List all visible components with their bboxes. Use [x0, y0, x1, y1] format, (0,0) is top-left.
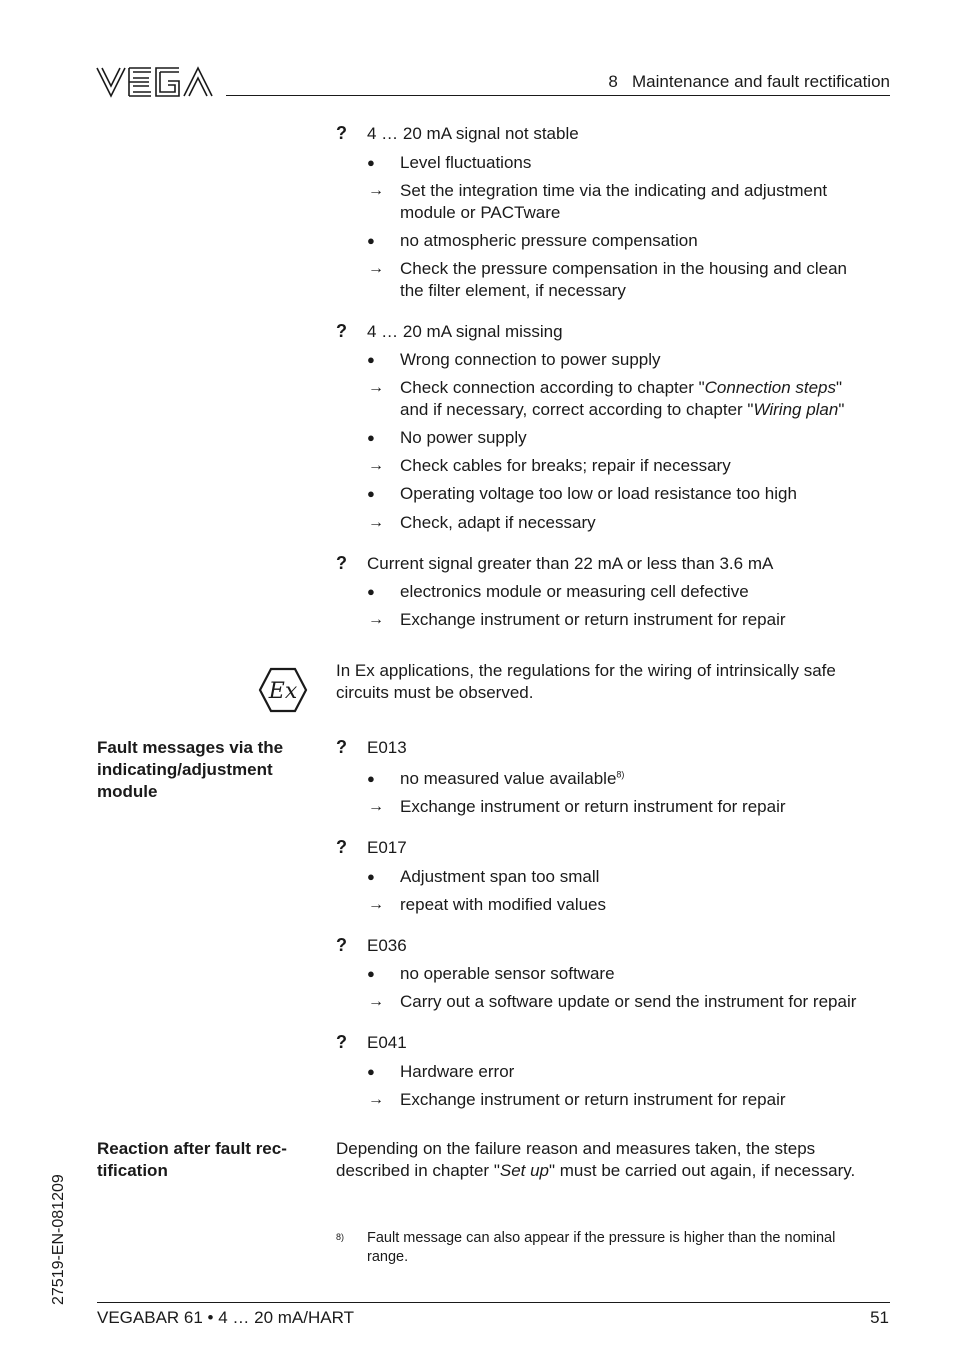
footnote-mark: 8)	[336, 1232, 345, 1242]
arrow-icon: →	[368, 182, 384, 199]
arrow-icon: →	[368, 1091, 384, 1108]
remedy-text: Set the integration time via the indicating and adjustment	[400, 181, 828, 200]
ex-note-text: In Ex applications, the regulations for the wiring of intrinsically safe	[336, 661, 836, 680]
chapter-reference: Set up	[499, 1161, 550, 1180]
cause-text: no operable sensor software	[400, 964, 615, 983]
footer-product: VEGABAR 61 • 4 … 20 mA/HART	[97, 1308, 354, 1327]
side-heading-line: Fault messages via the	[97, 738, 284, 757]
side-heading-reaction	[97, 1138, 312, 1182]
remedy-text: Check the pressure compensation in the housing and clean	[400, 259, 848, 278]
question-mark: ?	[336, 553, 347, 573]
footnote-reference: 8)	[616, 769, 625, 780]
block-title: 4 … 20 mA signal not stable	[367, 124, 579, 143]
cause-text: No power supply	[400, 428, 527, 447]
cause-text: Hardware error	[400, 1062, 515, 1081]
remedy-text: Carry out a software update or send the instrument for repair	[400, 992, 857, 1011]
question-mark: ?	[336, 123, 347, 143]
chapter-title: 8 Maintenance and fault rectification	[608, 72, 890, 91]
vega-logo	[96, 66, 214, 98]
document-id: 27519-EN-081209	[50, 1174, 67, 1305]
fault-code: E013	[367, 738, 407, 757]
remedy-text: Exchange instrument or return instrument for repair	[400, 1090, 786, 1109]
remedy-text: Check, adapt if necessary	[400, 513, 596, 532]
remedy-text: Check cables for breaks; repair if necessary	[400, 456, 731, 475]
ex-note-text: circuits must be observed.	[336, 683, 534, 702]
cause-text: Wrong connection to power supply	[400, 350, 661, 369]
bullet-icon: ●	[367, 352, 375, 367]
footnote-text: Fault message can also appear if the pressure is higher than the nominal	[367, 1230, 836, 1246]
block-title: 4 … 20 mA signal missing	[367, 322, 563, 341]
arrow-icon: →	[368, 993, 384, 1010]
bullet-icon: ●	[367, 1064, 375, 1079]
side-heading-line: Reaction after fault rec-	[97, 1139, 287, 1158]
bullet-icon: ●	[367, 584, 375, 599]
chapter-reference: Wiring plan	[753, 400, 839, 419]
ex-icon	[258, 667, 308, 713]
arrow-icon: →	[368, 514, 384, 531]
arrow-icon: →	[368, 798, 384, 815]
block-title: Current signal greater than 22 mA or less than 3.6 mA	[367, 554, 774, 573]
reaction-text: Depending on the failure reason and measures taken, the steps	[336, 1139, 816, 1158]
page-number: 51	[870, 1308, 889, 1327]
remedy-text: Exchange instrument or return instrument for repair	[400, 610, 786, 629]
arrow-icon: →	[368, 457, 384, 474]
side-heading-line: indicating/adjustment	[97, 760, 273, 779]
side-heading-line: module	[97, 782, 158, 801]
fault-code: E041	[367, 1033, 407, 1052]
arrow-icon: →	[368, 260, 384, 277]
arrow-icon: →	[368, 611, 384, 628]
bullet-icon: ●	[367, 233, 375, 248]
question-mark: ?	[336, 935, 347, 955]
chapter-reference: Connection steps	[704, 378, 837, 397]
header-rule	[226, 95, 890, 96]
reaction-text: described in chapter "Set up" must be carried out again, if necessary.	[336, 1161, 856, 1180]
bullet-icon: ●	[367, 155, 375, 170]
side-heading-line: tification	[97, 1161, 168, 1180]
bullet-icon: ●	[367, 771, 375, 786]
fault-code: E036	[367, 936, 407, 955]
remedy-text: Exchange instrument or return instrument for repair	[400, 797, 786, 816]
bullet-icon: ●	[367, 966, 375, 981]
svg-text:Ex: Ex	[268, 679, 298, 704]
arrow-icon: →	[368, 896, 384, 913]
arrow-icon: →	[368, 379, 384, 396]
footer-rule	[97, 1302, 890, 1303]
remedy-text: Check connection according to chapter "Connection steps"	[400, 378, 843, 397]
bullet-icon: ●	[367, 869, 375, 884]
cause-text: electronics module or measuring cell defective	[400, 582, 749, 601]
cause-text: no atmospheric pressure compensation	[400, 231, 698, 250]
question-mark: ?	[336, 321, 347, 341]
remedy-text: module or PACTware	[400, 203, 561, 222]
remedy-text: and if necessary, correct according to chapter "Wiring plan"	[400, 400, 845, 419]
cause-text: Operating voltage too low or load resistance too high	[400, 484, 797, 503]
cause-text: no measured value available$^{8)}$	[400, 769, 625, 788]
question-mark: ?	[336, 1032, 347, 1052]
remedy-text: repeat with modified values	[400, 895, 607, 914]
side-heading-fault-messages	[97, 737, 312, 803]
question-mark: ?	[336, 837, 347, 857]
fault-code: E017	[367, 838, 407, 857]
remedy-text: the filter element, if necessary	[400, 281, 626, 300]
bullet-icon: ●	[367, 486, 375, 501]
question-mark: ?	[336, 737, 347, 757]
bullet-icon: ●	[367, 430, 375, 445]
footnote-text: range.	[367, 1249, 409, 1265]
cause-text: Level fluctuations	[400, 153, 532, 172]
cause-text: Adjustment span too small	[400, 867, 600, 886]
